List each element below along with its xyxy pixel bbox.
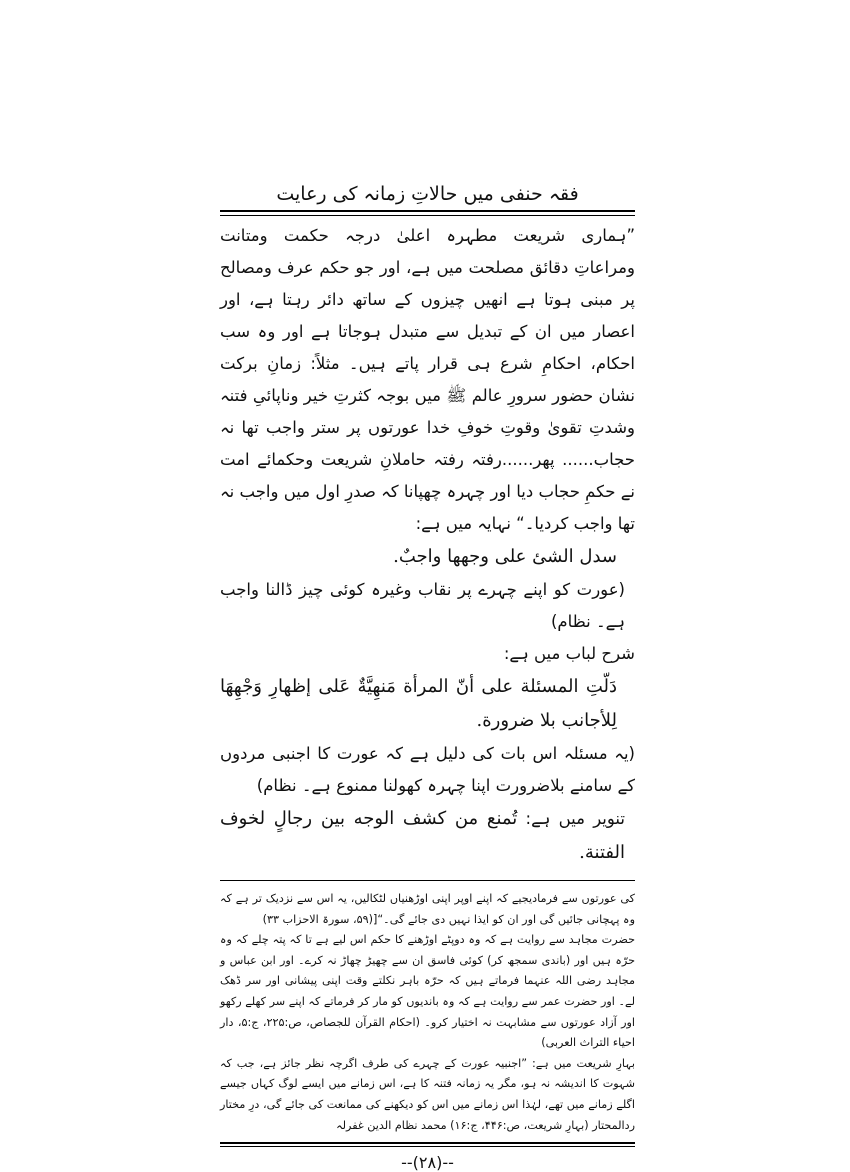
source-lead-with-quote	[220, 802, 635, 870]
header-rule	[220, 210, 635, 216]
footnote: بہارِ شریعت میں ہے: ”اجنبیہ عورت کے چہرے کی طرف اگرچہ نظر جائز ہے، جب کہ شہوت کا اندیشہ نہ ہو، مگر یہ زمانہ فتنہ کا ہے، اس زمانے میں ایسے لوگ کہاں جیسے اگلے زمانے میں تھے، لہٰذا اس زمانے میں اس کو دیکھنے کی ممانعت کی جائے گی، درِ مختار ردالمحتار (بہارِ شریعت، ص:۴۴۶، ج:۱۶) محمد نظام الدین غفرلہ	[220, 1056, 635, 1132]
running-header: فقہ حنفی میں حالاتِ زمانہ کی رعایت	[276, 183, 579, 205]
main-text	[220, 220, 635, 870]
paragraph: ”ہماری شریعت مطہرہ اعلیٰ درجہ حکمت ومتانت ومراعاتِ دقائق مصلحت میں ہے، اور جو حکم عرف ومصالح پر مبنی ہوتا ہے انھیں چیزوں کے ساتھ دائر رہتا ہے، اور اعصار میں ان کے تبدیل سے متبدل ہوجاتا ہے اور وہ سب احکام، احکامِ شرع ہی قرار پاتے ہیں۔ مثلاً: زمانِ برکت نشان حضور سرورِ عالم ﷺ میں بوجہ کثرتِ خیر وناپائیِ فتنہ وشدتِ تقویٰ وقوتِ خوفِ خدا عورتوں پر ستر واجب تھا نہ حجاب...... پھر......رفتہ رفتہ حاملانِ شریعت وحکمائے امت نے حکمِ حجاب دیا اور چہرہ چھپانا کہ صدرِ اول میں واجب نہ تھا واجب کردیا۔“ نہایہ میں ہے:	[220, 226, 635, 533]
source-lead: تنویر میں ہے:	[525, 809, 625, 828]
source-lead: شرح لباب میں ہے:	[503, 644, 635, 663]
page	[220, 180, 635, 1172]
footnote: حضرت مجاہد سے روایت ہے کہ وہ دوپٹے اوڑھنے کا حکم اس لیے ہے تا کہ پتہ چلے کہ وہ حرّہ ہیں اور (باندی سمجھ کر) کوئی فاسق ان سے چھیڑ چھاڑ نہ کرے۔ اور ابن عباس و مجاہد رضی اللہ عنہما فرماتے ہیں کہ حرّہ باہر نکلتے وقت اپنی پیشانی اور سر ڈھک لے۔ اور حضرت عمر سے روایت ہے کہ وہ باندیوں کو مار کر فرماتے کہ اپنے سر کھلے رکھو اور آزاد عورتوں سے مشابہت نہ اختیار کرو۔ (احکام القرآن للجصاص، ص:۲۲۵، ج:۵، دار احیاء التراث العربی)	[220, 933, 635, 1050]
arabic-quote: تُمنع من كشف الوجه بين رجالٍ لخوف الفتنة.	[220, 808, 625, 863]
translation: (عورت کو اپنے چہرے پر نقاب وغیرہ کوئی چیز ڈالنا واجب ہے۔ نظام)	[220, 580, 625, 631]
footnote: کی عورتوں سے فرمادیجیے کہ اپنے اوپر اپنی اوڑھنیاں لٹکالیں، یہ اس سے نزدیک تر ہے کہ وہ پہچانی جائیں گی اور ان کو ایذا نہیں دی جائے گی۔“[(۵۹، سورۃ الاحزاب ۳۳)	[220, 892, 635, 926]
translation: (یہ مسئلہ اس بات کی دلیل ہے کہ عورت کا اجنبی مردوں کے سامنے بلاضرورت اپنا چہرہ کھولنا ممنوع ہے۔ نظام)	[220, 744, 635, 795]
arabic-quote: سدل الشئ على وجهها واجبٌ.	[393, 546, 617, 567]
arabic-quote: دَلّتِ المسئلة على أنّ المرأة مَنهِيَّةٌ عَلى إظهارِ وَجْهِهَا لِلأجانب بلا ضرورة.	[220, 676, 617, 731]
page-number: --(۲۸)--	[401, 1153, 454, 1172]
footnotes	[220, 889, 635, 1136]
footnote-divider	[220, 880, 635, 881]
footer-rule	[220, 1142, 635, 1147]
